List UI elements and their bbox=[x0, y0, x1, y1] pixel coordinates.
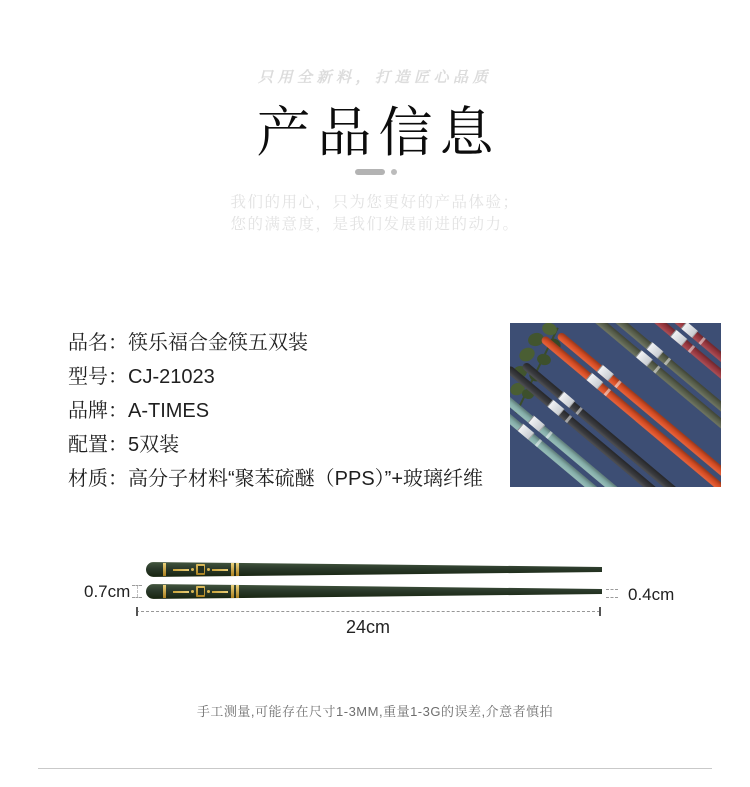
tip-width-label: 0.4cm bbox=[628, 585, 675, 604]
emblem-inner bbox=[198, 566, 204, 573]
detail-row-name bbox=[68, 326, 508, 360]
gold-ring bbox=[231, 585, 234, 598]
chopstick-body bbox=[146, 584, 602, 599]
bracket-line bbox=[137, 586, 138, 597]
detail-label: 型号： bbox=[68, 366, 128, 388]
gold-ring bbox=[163, 585, 166, 598]
head-width-label: 0.7cm bbox=[84, 582, 131, 601]
detail-row-material bbox=[68, 462, 508, 496]
detail-value: A-TIMES bbox=[128, 400, 210, 422]
detail-value: CJ-21023 bbox=[128, 366, 215, 388]
detail-value: 5双装 bbox=[128, 434, 180, 456]
chopstick-band-thin bbox=[664, 357, 671, 365]
chopstick-band-thin bbox=[653, 366, 660, 374]
title-divider-dash bbox=[355, 169, 385, 175]
chopstick-band-thin bbox=[535, 439, 542, 447]
detail-row-model bbox=[68, 360, 508, 394]
gold-dot bbox=[191, 590, 194, 593]
tip-width-bracket bbox=[606, 589, 618, 598]
detail-value: 筷乐福合金筷五双装 bbox=[128, 332, 308, 354]
chopstick-band-thin bbox=[614, 380, 621, 388]
tagline-line-2: 您的满意度，是我们发展前进的动力。 bbox=[230, 216, 520, 233]
gold-emblem bbox=[196, 564, 205, 575]
detail-label: 品牌： bbox=[68, 400, 128, 422]
detail-label: 材质： bbox=[68, 468, 128, 490]
gold-ring bbox=[236, 585, 239, 598]
chopstick-band-thin bbox=[604, 388, 611, 396]
disclaimer-text: 手工测量,可能存在尺寸1-3MM,重量1-3G的误差,介意者慎拍 bbox=[196, 704, 554, 719]
detail-row-brand bbox=[68, 394, 508, 428]
head-width-bracket bbox=[132, 585, 142, 598]
chopstick-band-thin bbox=[575, 407, 582, 415]
chopstick-band-thin bbox=[565, 415, 572, 423]
chopstick-body bbox=[146, 562, 602, 577]
gold-dot bbox=[191, 568, 194, 571]
gold-line bbox=[173, 569, 189, 571]
watermark-text: 只用全新料，打造匠心品质 bbox=[257, 68, 492, 86]
bracket-dash bbox=[606, 597, 618, 598]
length-tick-right bbox=[599, 607, 601, 616]
detail-row-config bbox=[68, 428, 508, 462]
product-details bbox=[68, 326, 508, 496]
gold-ring bbox=[231, 563, 234, 576]
product-photo bbox=[510, 323, 721, 487]
gold-line bbox=[212, 569, 228, 571]
bottom-divider bbox=[38, 768, 712, 769]
diagram-chopstick-top bbox=[146, 562, 602, 577]
gold-ring bbox=[236, 563, 239, 576]
detail-label: 配置： bbox=[68, 434, 128, 456]
page-title: 产品信息 bbox=[256, 103, 501, 163]
bracket-dash bbox=[132, 597, 142, 598]
length-label: 24cm bbox=[345, 617, 390, 637]
chopstick-band-thin bbox=[698, 337, 705, 345]
bracket-dash bbox=[606, 589, 618, 590]
length-line bbox=[136, 611, 600, 612]
gold-dot bbox=[207, 568, 210, 571]
title-divider-dot bbox=[391, 169, 397, 175]
tagline bbox=[0, 192, 750, 236]
emblem-inner bbox=[198, 588, 204, 595]
tagline-line-1: 我们的用心，只为您更好的产品体验； bbox=[230, 194, 520, 211]
gold-emblem bbox=[196, 586, 205, 597]
gold-ring bbox=[163, 563, 166, 576]
gold-line bbox=[212, 591, 228, 593]
length-tick-left bbox=[136, 607, 138, 616]
diagram-chopstick-bottom bbox=[146, 584, 602, 599]
gold-line bbox=[173, 591, 189, 593]
gold-dot bbox=[207, 590, 210, 593]
chopstick-band-thin bbox=[688, 345, 695, 353]
chopstick-band-thin bbox=[545, 431, 552, 439]
detail-value: 高分子材料“聚苯硫醚（PPS）”+玻璃纤维 bbox=[128, 468, 484, 490]
detail-label: 品名： bbox=[68, 332, 128, 354]
